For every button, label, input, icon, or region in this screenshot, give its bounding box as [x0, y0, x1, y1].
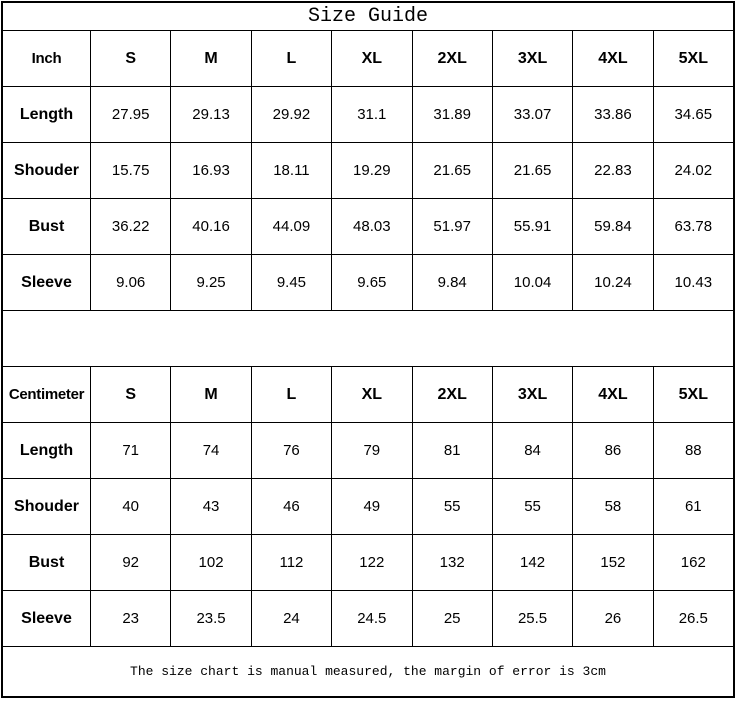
inch-bust-value: 63.78	[653, 198, 733, 254]
inch-sleeve-value: 9.84	[412, 254, 492, 310]
inch-size-header-s: S	[90, 30, 170, 86]
inch-sleeve-value: 10.43	[653, 254, 733, 310]
inch-length-value: 33.86	[572, 86, 652, 142]
cm-bust-value: 92	[90, 534, 170, 590]
cm-length-value: 81	[412, 422, 492, 478]
cm-sleeve-value: 23.5	[170, 590, 250, 646]
inch-bust-value: 44.09	[251, 198, 331, 254]
inch-size-header-3xl: 3XL	[492, 30, 572, 86]
inch-bust-value: 51.97	[412, 198, 492, 254]
cm-size-header-2xl: 2XL	[412, 366, 492, 422]
inch-size-header-2xl: 2XL	[412, 30, 492, 86]
inch-shouder-value: 18.11	[251, 142, 331, 198]
cm-size-header-l: L	[251, 366, 331, 422]
cm-length-value: 88	[653, 422, 733, 478]
inch-shouder-value: 19.29	[331, 142, 411, 198]
cm-sleeve-value: 25.5	[492, 590, 572, 646]
cm-length-value: 79	[331, 422, 411, 478]
cm-sleeve-value: 25	[412, 590, 492, 646]
cm-unit-header: Centimeter	[3, 366, 90, 422]
spacer-row	[3, 310, 733, 366]
inch-sleeve-value: 9.45	[251, 254, 331, 310]
cm-sleeve-value: 24	[251, 590, 331, 646]
inch-size-header-4xl: 4XL	[572, 30, 652, 86]
cm-size-header-5xl: 5XL	[653, 366, 733, 422]
cm-shouder-value: 43	[170, 478, 250, 534]
cm-size-header-m: M	[170, 366, 250, 422]
cm-shouder-value: 55	[412, 478, 492, 534]
inch-size-header-l: L	[251, 30, 331, 86]
inch-size-header-m: M	[170, 30, 250, 86]
inch-length-value: 29.13	[170, 86, 250, 142]
cm-sleeve-value: 26	[572, 590, 652, 646]
cm-length-value: 74	[170, 422, 250, 478]
inch-row-label-shouder: Shouder	[3, 142, 90, 198]
cm-row-label-sleeve: Sleeve	[3, 590, 90, 646]
inch-row-label-bust: Bust	[3, 198, 90, 254]
cm-bust-value: 152	[572, 534, 652, 590]
inch-length-value: 29.92	[251, 86, 331, 142]
inch-bust-value: 40.16	[170, 198, 250, 254]
cm-length-value: 76	[251, 422, 331, 478]
cm-shouder-value: 61	[653, 478, 733, 534]
cm-bust-value: 142	[492, 534, 572, 590]
cm-shouder-value: 46	[251, 478, 331, 534]
cm-bust-value: 122	[331, 534, 411, 590]
cm-row-label-length: Length	[3, 422, 90, 478]
inch-shouder-value: 15.75	[90, 142, 170, 198]
inch-sleeve-value: 10.24	[572, 254, 652, 310]
inch-shouder-value: 21.65	[412, 142, 492, 198]
inch-sleeve-value: 9.65	[331, 254, 411, 310]
cm-shouder-value: 58	[572, 478, 652, 534]
size-guide-chart	[1, 1, 735, 698]
inch-unit-header: Inch	[3, 30, 90, 86]
inch-row-label-length: Length	[3, 86, 90, 142]
inch-bust-value: 55.91	[492, 198, 572, 254]
footer-note: The size chart is manual measured, the margin of error is 3cm	[3, 646, 733, 696]
inch-shouder-value: 22.83	[572, 142, 652, 198]
cm-size-header-xl: XL	[331, 366, 411, 422]
inch-size-header-5xl: 5XL	[653, 30, 733, 86]
inch-shouder-value: 16.93	[170, 142, 250, 198]
cm-length-value: 84	[492, 422, 572, 478]
cm-sleeve-value: 23	[90, 590, 170, 646]
inch-length-value: 31.89	[412, 86, 492, 142]
inch-length-value: 34.65	[653, 86, 733, 142]
inch-length-value: 33.07	[492, 86, 572, 142]
inch-sleeve-value: 9.25	[170, 254, 250, 310]
inch-length-value: 27.95	[90, 86, 170, 142]
cm-length-value: 86	[572, 422, 652, 478]
cm-sleeve-value: 24.5	[331, 590, 411, 646]
cm-sleeve-value: 26.5	[653, 590, 733, 646]
cm-bust-value: 112	[251, 534, 331, 590]
cm-row-label-shouder: Shouder	[3, 478, 90, 534]
cm-shouder-value: 49	[331, 478, 411, 534]
centimeter-table	[3, 366, 733, 646]
cm-size-header-4xl: 4XL	[572, 366, 652, 422]
inch-table	[3, 30, 733, 310]
cm-size-header-s: S	[90, 366, 170, 422]
cm-row-label-bust: Bust	[3, 534, 90, 590]
cm-size-header-3xl: 3XL	[492, 366, 572, 422]
inch-shouder-value: 24.02	[653, 142, 733, 198]
cm-bust-value: 132	[412, 534, 492, 590]
inch-sleeve-value: 9.06	[90, 254, 170, 310]
page-title: Size Guide	[307, 5, 429, 28]
inch-row-label-sleeve: Sleeve	[3, 254, 90, 310]
inch-bust-value: 59.84	[572, 198, 652, 254]
inch-size-header-xl: XL	[331, 30, 411, 86]
cm-shouder-value: 55	[492, 478, 572, 534]
inch-length-value: 31.1	[331, 86, 411, 142]
inch-shouder-value: 21.65	[492, 142, 572, 198]
inch-bust-value: 36.22	[90, 198, 170, 254]
cm-bust-value: 102	[170, 534, 250, 590]
inch-sleeve-value: 10.04	[492, 254, 572, 310]
cm-length-value: 71	[90, 422, 170, 478]
cm-shouder-value: 40	[90, 478, 170, 534]
cm-bust-value: 162	[653, 534, 733, 590]
inch-bust-value: 48.03	[331, 198, 411, 254]
